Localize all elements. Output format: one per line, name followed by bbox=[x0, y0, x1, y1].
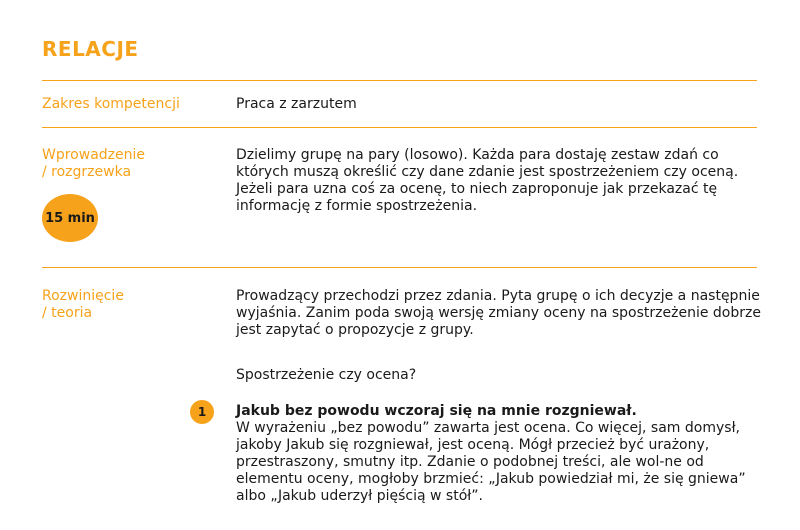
label-line: Rozwinięcie bbox=[42, 288, 124, 304]
row-text-wprowadzenie: Dzielimy grupę na pary (losowo). Każda para dostaję zestaw zdań co których muszą określić czy dane zdanie jest spostrzeżeniem czy oceną. Jeżeli para uzna coś za ocenę, to niech zaproponuje jak przekazać tę informację z formie spostrzeżenia. bbox=[236, 147, 739, 214]
item-title: Jakub bez powodu wczoraj się na mnie rozgniewał. bbox=[236, 403, 637, 419]
row-label-wprowadzenie bbox=[42, 147, 145, 181]
item-text: W wyrażeniu „bez powodu” zawarta jest ocena. Co więcej, sam domysł, jakoby Jakub się rozgniewał, jest oceną. Mógł przecież być urażony, przestraszony, smutny itp. Zdanie o podobnej treści, ale wol-ne od elementu oceny, mogłoby brzmieć: „Jakub powiedział mi, że się gniewa” albo „Jakub uderzył pięścią w stół”. bbox=[236, 420, 746, 504]
item-number-badge: 1 bbox=[190, 400, 214, 424]
label-line: Wprowadzenie bbox=[42, 147, 145, 163]
divider bbox=[42, 267, 757, 268]
row-label-rozwiniecie bbox=[42, 288, 124, 322]
page-title: RELACJE bbox=[42, 37, 139, 61]
row-label-zakres: Zakres kompetencji bbox=[42, 96, 180, 112]
question-heading bbox=[236, 367, 761, 384]
divider bbox=[42, 127, 757, 128]
paragraph: Spostrzeżenie czy ocena? bbox=[236, 367, 417, 383]
row-text-rozwiniecie bbox=[236, 288, 761, 339]
paragraph: Prowadzący przechodzi przez zdania. Pyta grupę o ich decyzje a następnie wyjaśnia. Zanim poda swoją wersję zmiany oceny na spostrzeżenie dobrze jest zapytać o propozycje z grupy. bbox=[236, 288, 761, 338]
time-badge: 15 min bbox=[42, 194, 98, 242]
divider bbox=[42, 80, 757, 81]
row-text-zakres: Praca z zarzutem bbox=[236, 96, 357, 112]
example-item bbox=[236, 403, 761, 505]
label-line: / teoria bbox=[42, 305, 93, 321]
label-line: / rozgrzewka bbox=[42, 164, 132, 180]
